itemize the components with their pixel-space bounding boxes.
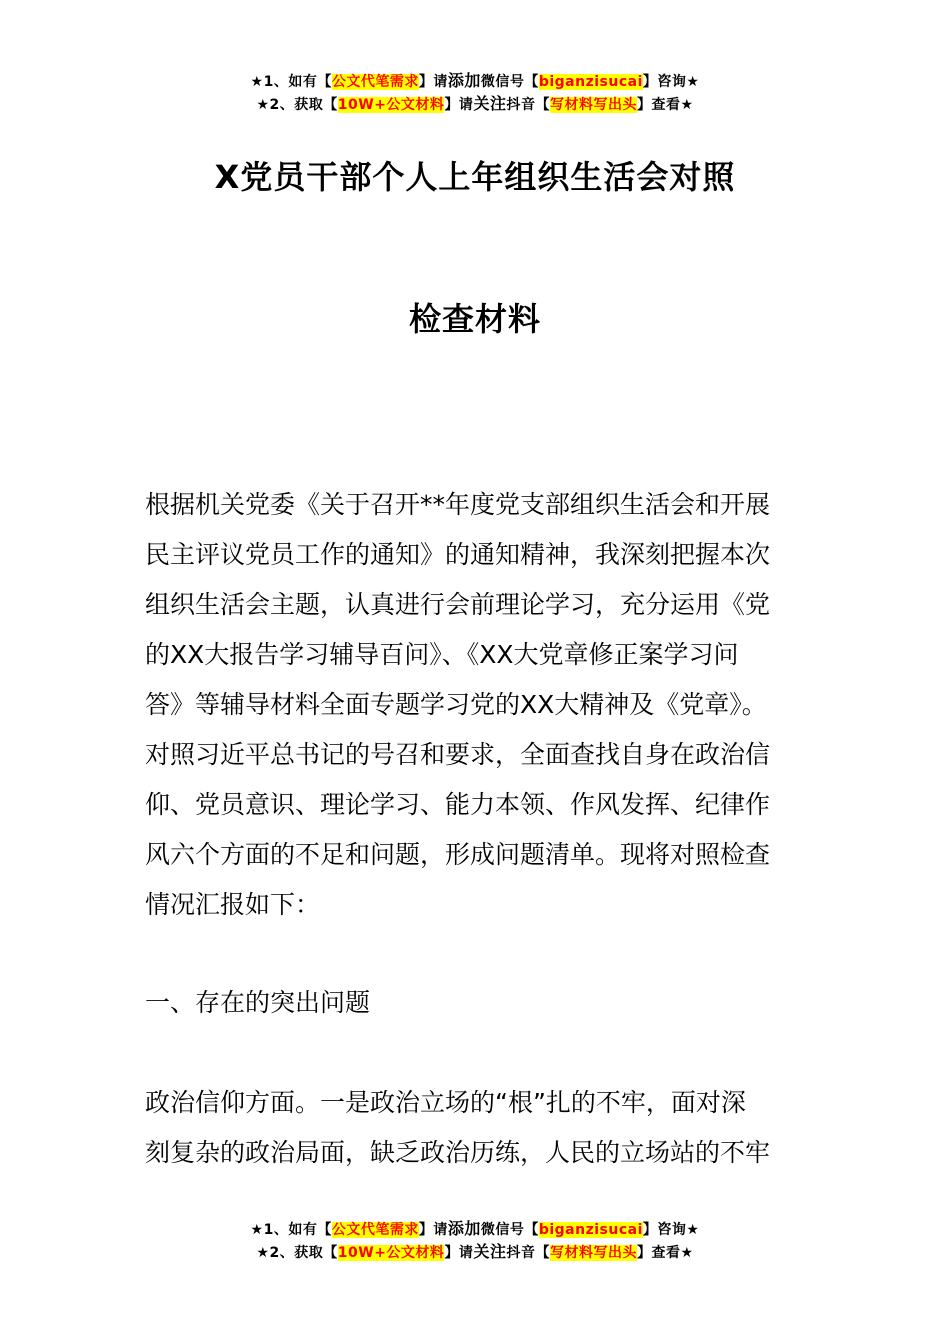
banner-text: 】咨询★ bbox=[642, 1222, 700, 1238]
banner-line-1 bbox=[0, 1218, 950, 1241]
intro-paragraph bbox=[145, 480, 805, 930]
banner-text: 】请 bbox=[418, 74, 448, 90]
highlight-materials: 10W+公文材料 bbox=[337, 1245, 445, 1261]
paragraph-line: 答》等辅导材料全面专题学习党的XX大精神及《党章》。 bbox=[145, 690, 767, 719]
banner-text-emphasis: 添加 bbox=[447, 1219, 481, 1238]
header-banner bbox=[0, 70, 950, 116]
highlight-douyin-id: 写材料写出头 bbox=[549, 1245, 637, 1261]
paragraph-line: 风六个方面的不足和问题，形成问题清单。现将对照检查 bbox=[145, 840, 771, 869]
paragraph-line: 刻复杂的政治局面，缺乏政治历练，人民的立场站的不牢 bbox=[145, 1138, 771, 1167]
document-title-line-1: X党员干部个人上年组织生活会对照 bbox=[214, 158, 736, 196]
banner-text-emphasis: 添加 bbox=[447, 71, 481, 90]
banner-line-2 bbox=[0, 93, 950, 116]
highlight-service: 公文代笔需求 bbox=[331, 74, 419, 90]
section-paragraph bbox=[145, 1078, 805, 1178]
banner-text: 】查看★ bbox=[636, 97, 694, 113]
banner-text: 抖音【 bbox=[506, 97, 550, 113]
paragraph-line: 政治信仰方面。一是政治立场的“根”扎的不牢，面对深 bbox=[145, 1088, 746, 1117]
highlight-materials: 10W+公文材料 bbox=[337, 97, 445, 113]
highlight-wechat-id: biganzisucai bbox=[538, 1222, 643, 1238]
section-heading: 一、存在的突出问题 bbox=[145, 988, 371, 1017]
banner-text: 】咨询★ bbox=[642, 74, 700, 90]
footer-banner bbox=[0, 1218, 950, 1264]
banner-text: 】请 bbox=[444, 97, 474, 113]
banner-text: ★2、获取【 bbox=[256, 1245, 338, 1261]
banner-text: 】请 bbox=[418, 1222, 448, 1238]
banner-line-2 bbox=[0, 1241, 950, 1264]
paragraph-line: 民主评议党员工作的通知》的通知精神，我深刻把握本次 bbox=[145, 540, 771, 569]
banner-text: 】查看★ bbox=[636, 1245, 694, 1261]
banner-text: 】请 bbox=[444, 1245, 474, 1261]
banner-text: 抖音【 bbox=[506, 1245, 550, 1261]
banner-line-1 bbox=[0, 70, 950, 93]
banner-text: 微信号【 bbox=[480, 74, 539, 90]
paragraph-line: 组织生活会主题，认真进行会前理论学习，充分运用《党 bbox=[145, 590, 771, 619]
banner-text-emphasis: 关注 bbox=[473, 94, 507, 113]
paragraph-line: 的XX大报告学习辅导百问》、《XX大党章修正案学习问 bbox=[145, 640, 739, 669]
highlight-douyin-id: 写材料写出头 bbox=[549, 97, 637, 113]
highlight-wechat-id: biganzisucai bbox=[538, 74, 643, 90]
paragraph-line: 仰、党员意识、理论学习、能力本领、作风发挥、纪律作 bbox=[145, 790, 771, 819]
document-title-line-2: 检查材料 bbox=[408, 300, 541, 338]
banner-text-emphasis: 关注 bbox=[473, 1242, 507, 1261]
banner-text: ★2、获取【 bbox=[256, 97, 338, 113]
banner-text: 微信号【 bbox=[480, 1222, 539, 1238]
paragraph-line: 情况汇报如下： bbox=[145, 890, 321, 919]
highlight-service: 公文代笔需求 bbox=[331, 1222, 419, 1238]
banner-text: ★1、如有【 bbox=[250, 74, 332, 90]
paragraph-line: 根据机关党委《关于召开**年度党支部组织生活会和开展 bbox=[145, 490, 771, 519]
banner-text: ★1、如有【 bbox=[250, 1222, 332, 1238]
paragraph-line: 对照习近平总书记的号召和要求，全面查找自身在政治信 bbox=[145, 740, 771, 769]
